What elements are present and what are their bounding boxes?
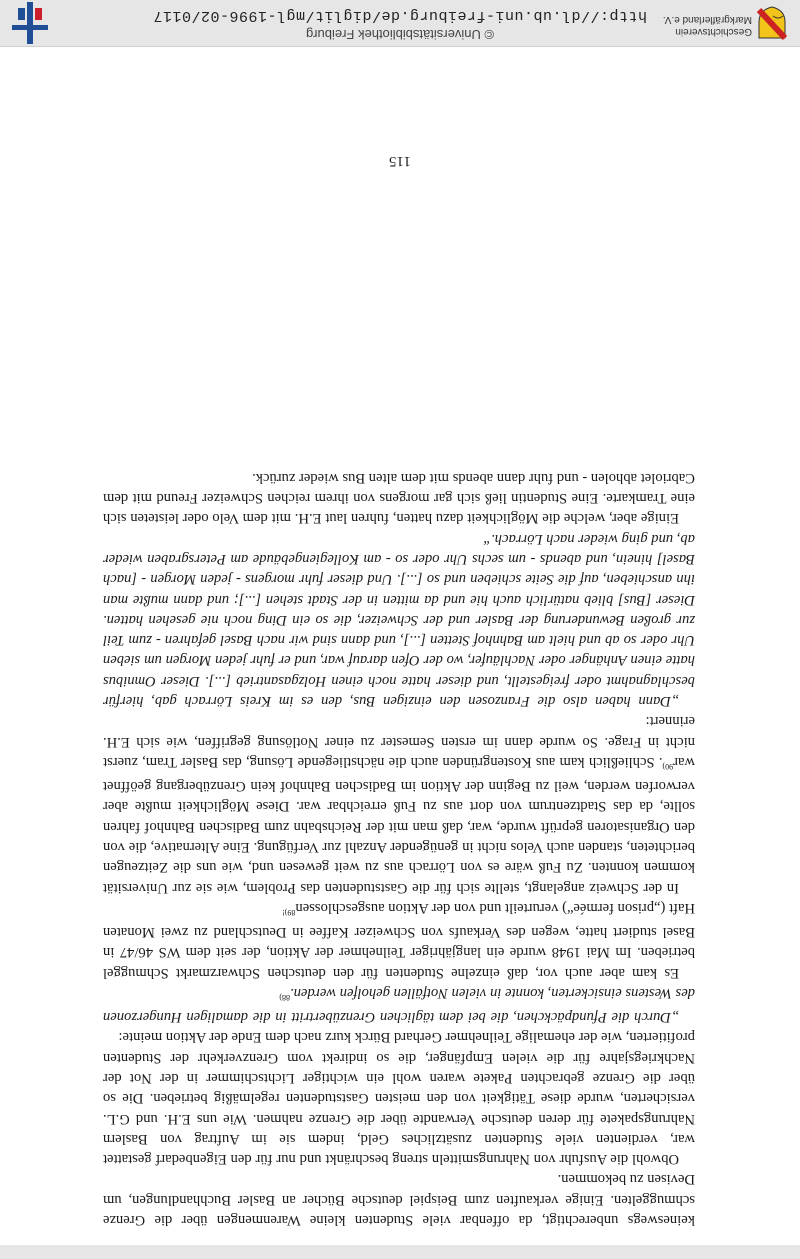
footnote-ref: 90) [662, 761, 674, 771]
society-name: Geschichtsverein Markgräflerland e.V. [662, 14, 752, 37]
page-body [103, 467, 695, 1230]
footer-band [0, 0, 800, 47]
paragraph-4: In der Schweiz angelangt, stellte sich für die Gaststudenten das Problem, wie sie zur Universität kommen konnten. Zu Fuß wäre es von Lörrach aus zu weit gewesen und, wie uns die Zeitzeugen berichteten, standen auch Velos nicht in genügender Anzahl zur Verfügung. Eine Alternative, die von den Organisatoren geprüft wurde, war, daß man mit der Reichsbahn zum Badischen Bahnhof fahren sollte, da das Stadtzentrum von dort aus zu Fuß erreichbar war. Diese Möglichkeit mußte aber verworfen werden, weil zu Beginn der Aktion im Badischen Bahnhof kein Grenzübergang geöffnet war$^{90)}$. Schließlich kam aus Kostengründen auch die nächstliegende Lösung, das Basler Tram, zuerst nicht in Frage. So wurde dann im ersten Semester zu einer Notlösung gegriffen, wie sich E.H. erinnert: [103, 713, 695, 896]
quote-1: „Durch die Pfundpäckchen, die bei dem täglichen Grenzübertritt in die damaligen Hungerzonen des Westens einsickerten, konnte in vielen Notfällen geholfen werden.$^{88)}$ [103, 984, 695, 1026]
paragraph-1: keineswegs unberechtigt, da offenbar viele Studenten kleine Warenmengen über die Grenze schmuggelten. Einige verkauften zum Beispiel deutsche Bücher an Basler Buchhandlungen, um Devisen zu bekommen. [103, 1171, 695, 1228]
quote-2: „Dann haben also die Franzosen den einzigen Bus, den es im Kreis Lörrach gab, hierfür beschlagnahmt oder freigestellt, und dieser hatte noch einen Holzgasantrieb [...]. Dieser Omnibus hatte einen Anhänger oder Nachläufer, wo der Ofen darauf war, und er fuhr jeden Morgen um sieben Uhr oder so ab und hielt am Bahnhof Stetten [...], und dann sind wir nach Basel gefahren - zum Teil zur großen Bewunderung der Basler und der Schweizer, die so ein Ding noch nie gesehen hatten. Dieser [Bus] blieb natürlich auch hie und da mitten in der Stadt stehen [...]; und dann mußte man ihn anschieben, auf die Seite schieben und so [...]. Und dieser fuhr morgens - jeden Morgen - [nach Basel] hinein, und abends - um sechs Uhr oder so - am Kollegiengebäude am Petersgraben wieder ab, und ging wieder nach Lörrach.“ [103, 530, 695, 709]
footnote-ref: 89)! [282, 907, 296, 917]
header-band [0, 1245, 800, 1259]
paragraph-2: Obwohl die Ausfuhr von Nahrungsmitteln streng beschränkt und nur für den Eigenbedarf gestattet war, verdienten viele Studenten zusätzliches Geld, indem sie im Auftrag von Baslern Nahrungspakete für deren deutsche Verwandte über die Grenze nahmen. Wie uns E.H. und G.L. versicherten, wurde diese Tätigkeit von den meisten Gaststudenten regelmäßig betrieben. Die so über die Grenze gebrachten Pakete waren wohl ein wichtiger Lichtschimmer in der Not der Nachkriegsjahre für die vielen Empfänger, die so indirekt vom Grenzverkehr der Studenten profitierten, wie der ehemalige Teilnehmer Gerhard Bürck kurz nach dem Ende der Aktion meinte: [103, 1029, 695, 1168]
page-number: 115 [389, 153, 411, 169]
footnote-ref: 88) [279, 992, 290, 1002]
ub-freiburg-logo-icon [10, 2, 50, 44]
paragraph-3: Es kam aber auch vor, daß einzelne Studenten für den deutschen Schwarzmarkt Schmuggel betrieben. Im Mai 1948 wurde ein langjähriger Teilnehmer der Aktion, der seit dem WS 46/47 in Basel studiert hatte, wegen des Verkaufs von Schweizer Kaffee in Deutschland zu zwei Monaten Haft („prison fermée“) verurteilt und von der Aktion ausgeschlossen$^{89)!}$ [103, 899, 695, 981]
source-url-link[interactable]: http://dl.ub.uni-freiburg.de/diglit/mgl-1996-02/0117 [152, 7, 648, 24]
paragraph-5: Einige aber, welche die Möglichkeit dazu hatten, fuhren laut E.H. mit dem Velo oder leisteten sich eine Tramkarte. Eine Studentin ließ sich gar morgens von ihrem reichen Schweizer Freund mit dem Cabriolet abholen - und fuhr dann abends mit dem alten Bus wieder zurück. [103, 469, 695, 527]
library-credit: © Universitätsbibliothek Freiburg [305, 27, 495, 42]
